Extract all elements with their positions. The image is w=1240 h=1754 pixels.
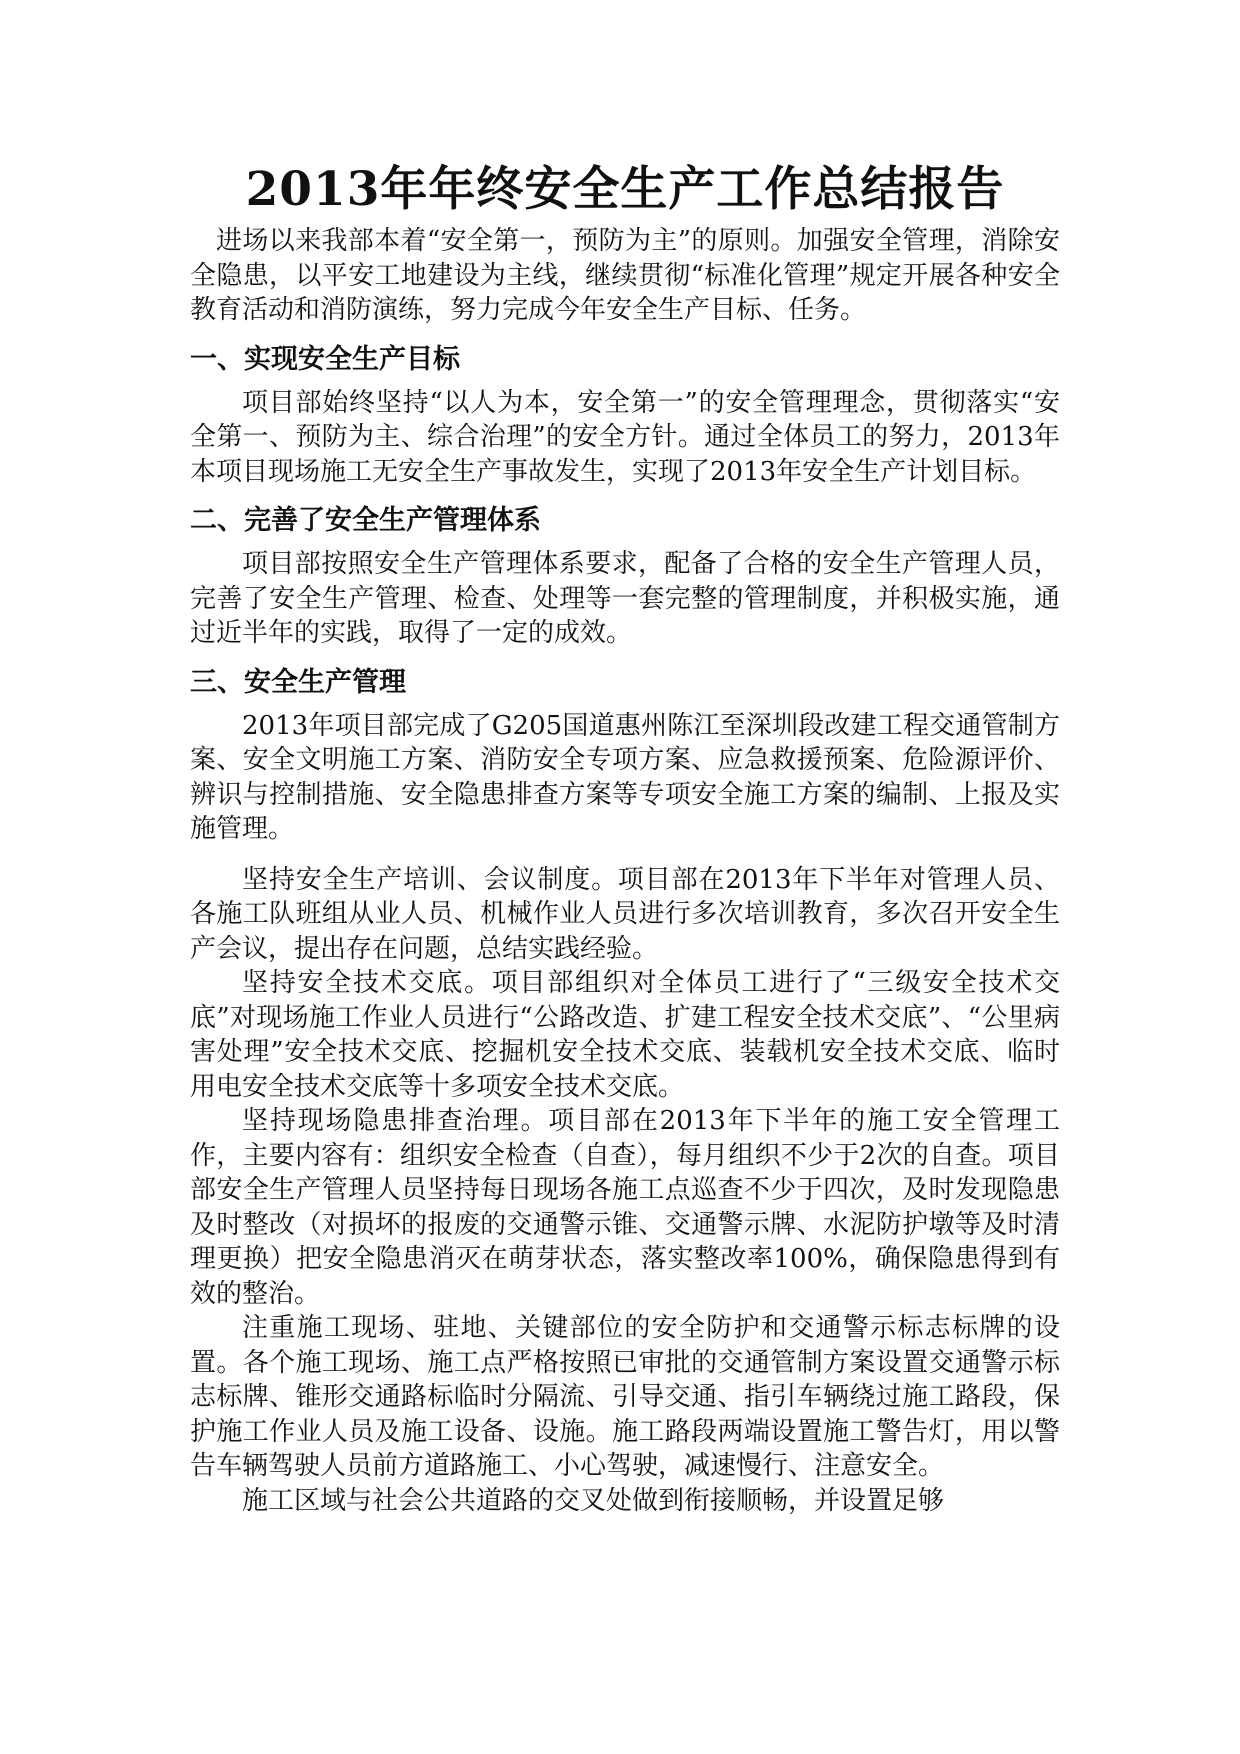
section-3-paragraph-5: 注重施工现场、驻地、关键部位的安全防护和交通警示标志标牌的设置。各个施工现场、施工点严格按照已审批的交通管制方案设置交通警示标志标牌、锥形交通路标临时分隔流、引导交通、指引车辆绕过施工路段，保护施工作业人员及施工设备、设施。施工路段两端设置施工警告灯，用以警告车辆驾驶人员前方道路施工、小心驾驶，减速慢行、注意安全。: [190, 1313, 1060, 1481]
section-3-paragraph-4: 坚持现场隐患排查治理。项目部在2013年下半年的施工安全管理工作，主要内容有：组织安全检查（自查），每月组织不少于2次的自查。项目部安全生产管理人员坚持每日现场各施工点巡查不少于四次，及时发现隐患及时整改（对损坏的报废的交通警示锥、交通警示牌、水泥防护墩等及时清理更换）把安全隐患消灭在萌芽状态，落实整改率100%，确保隐患得到有效的整治。: [190, 1106, 1060, 1309]
intro-paragraph: 进场以来我部本着“安全第一，预防为主”的原则。加强安全管理，消除安全隐患，以平安工地建设为主线，继续贯彻“标准化管理”规定开展各种安全教育活动和消防演练，努力完成今年安全生产目标、任务。: [190, 226, 1060, 325]
document-title: 2013年年终安全生产工作总结报告: [245, 162, 1005, 217]
section-3-paragraph-6: 施工区域与社会公共道路的交叉处做到衔接顺畅，并设置足够: [242, 1485, 945, 1516]
section-2-heading: 二、完善了安全生产管理体系: [190, 505, 541, 536]
section-3-paragraph-2: 坚持安全生产培训、会议制度。项目部在2013年下半年对管理人员、各施工队班组从业人员、机械作业人员进行多次培训教育，多次召开安全生产会议，提出存在问题，总结实践经验。: [190, 864, 1060, 964]
section-3-paragraph-3: 坚持安全技术交底。项目部组织对全体员工进行了“三级安全技术交底”对现场施工作业人员进行“公路改造、扩建工程安全技术交底”、“公里病害处理”安全技术交底、挖掘机安全技术交底、装载机安全技术交底、临时用电安全技术交底等十多项安全技术交底。: [190, 968, 1060, 1102]
section-2-paragraph-1: 项目部按照安全生产管理体系要求，配备了合格的安全生产管理人员，完善了安全生产管理、检查、处理等一套完整的管理制度，并积极实施，通过近半年的实践，取得了一定的成效。: [190, 549, 1060, 648]
document-page: [190, 160, 1060, 1518]
section-1-heading: 一、实现安全生产目标: [190, 343, 460, 375]
section-3-heading: 三、安全生产管理: [190, 666, 406, 698]
section-3-paragraph-1: 2013年项目部完成了G205国道惠州陈江至深圳段改建工程交通管制方案、安全文明施工方案、消防安全专项方案、应急救援预案、危险源评价、辨识与控制措施、安全隐患排查方案等专项安全施工方案的编制、上报及实施管理。: [190, 710, 1060, 844]
section-1-paragraph-1: 项目部始终坚持“以人为本，安全第一”的安全管理理念，贯彻落实“安全第一、预防为主、综合治理”的安全方针。通过全体员工的努力，2013年本项目现场施工无安全生产事故发生，实现了2013年安全生产计划目标。: [190, 387, 1060, 487]
